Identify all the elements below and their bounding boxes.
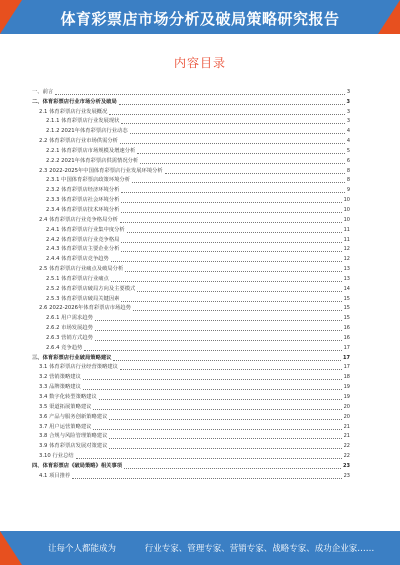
toc-entry-leader — [130, 132, 345, 134]
toc-entry-page: 3 — [346, 88, 350, 95]
toc-entry[interactable] — [32, 87, 350, 97]
toc-entry-leader — [55, 93, 345, 95]
toc-entry[interactable] — [32, 402, 350, 412]
toc-entry-leader — [95, 329, 342, 331]
toc-entry-page: 20 — [343, 413, 350, 420]
header-banner — [0, 0, 400, 34]
footer-banner — [0, 531, 400, 565]
toc-entry[interactable] — [32, 323, 350, 333]
toc-entry-label: 三、体育彩票店行业破局策略建议 — [32, 354, 112, 361]
toc-entry-page: 4 — [346, 128, 350, 135]
toc-entry-page: 12 — [343, 256, 350, 263]
toc-entry[interactable] — [32, 451, 350, 461]
toc-entry-page: 21 — [343, 423, 350, 430]
toc-entry-leader — [76, 457, 342, 459]
footer-slogan-right: 行业专家、管理专家、营销专家、战略专家、成功企业家…… — [144, 544, 375, 554]
toc-entry-page: 10 — [343, 197, 350, 204]
footer-accent-left — [0, 531, 22, 565]
toc-entry-page: 11 — [343, 236, 350, 243]
toc-entry[interactable] — [32, 382, 350, 392]
toc-entry[interactable] — [32, 363, 350, 373]
toc-entry-label: 二、体育彩票店行业市场分析及破局 — [32, 98, 117, 105]
toc-entry-page: 20 — [343, 403, 350, 410]
toc-entry-leader — [120, 221, 342, 223]
toc-entry-leader — [140, 162, 345, 164]
toc-entry[interactable] — [32, 126, 350, 136]
toc-entry-page: 3 — [346, 98, 350, 105]
toc-entry-page: 9 — [346, 187, 350, 194]
toc-entry[interactable] — [32, 185, 350, 195]
toc-entry-page: 6 — [346, 157, 350, 164]
toc-entry-leader — [111, 280, 342, 282]
toc-entry-page: 15 — [343, 295, 350, 302]
toc-entry[interactable] — [32, 353, 350, 363]
toc-entry-label: 3.3 品牌策略建议 — [39, 384, 81, 391]
toc-entry-page: 18 — [343, 374, 350, 381]
toc-entry-label: 四、体育彩票店《破局策略》相关事项 — [32, 462, 123, 469]
footer-slogan — [48, 542, 380, 554]
toc-entry-label: 2.4.2 体育彩票店行业竞争格局 — [46, 236, 120, 243]
toc-entry[interactable] — [32, 471, 350, 481]
toc-entry-leader — [137, 152, 344, 154]
toc-entry-page: 17 — [343, 354, 350, 361]
toc-entry-label: 2.2.2 2021年体育彩票店供需情况分析 — [46, 157, 139, 164]
toc-entry-label: 2.3 2022-2025年中国体育彩票店行业发展环境分析 — [39, 167, 163, 174]
toc-entry-label: 4.1 项目推荐 — [39, 472, 71, 479]
toc-entry-leader — [109, 437, 341, 439]
toc-entry-page: 19 — [343, 394, 350, 400]
toc-entry-label: 2.6.4 竞争趋势 — [46, 344, 83, 351]
toc-entry[interactable] — [32, 156, 350, 166]
toc-entry-leader — [120, 142, 345, 144]
toc-entry-leader — [132, 181, 345, 183]
toc-entry-leader — [124, 467, 341, 469]
toc-entry-label: 2.4.4 体育彩票店竞争趋势 — [46, 256, 109, 263]
toc-entry-leader — [95, 319, 342, 321]
toc-entry[interactable] — [32, 422, 350, 432]
toc-entry-label: 2.1.1 体育彩票店行业发展现状 — [46, 118, 120, 125]
toc-entry-label: 2.3.4 体育彩票店技术环境分析 — [46, 206, 120, 213]
toc-entry-label: 3.10 行业总结 — [39, 453, 74, 460]
toc-entry-label: 3.9 体育彩票店发展对策建议 — [39, 443, 108, 450]
toc-entry-page: 5 — [346, 147, 350, 154]
toc-entry-page: 14 — [343, 285, 350, 292]
toc-entry-leader — [137, 290, 341, 292]
toc-entry[interactable] — [32, 195, 350, 205]
toc-entry-page: 23 — [343, 462, 350, 469]
toc-entry-label: 2.5.3 体育彩票店破局关键因素 — [46, 295, 120, 302]
table-of-contents — [32, 87, 350, 481]
toc-entry[interactable] — [32, 294, 350, 304]
toc-entry[interactable] — [32, 372, 350, 382]
toc-entry-page: 13 — [343, 275, 350, 282]
toc-entry[interactable] — [32, 343, 350, 353]
toc-heading: 内容目录 — [173, 56, 226, 70]
toc-entry-label: 2.3.1 中国体育彩票店政策环境分析 — [46, 177, 131, 184]
toc-entry-label: 2.4.3 体育彩票店主要企业分析 — [46, 246, 120, 253]
toc-entry-label: 2.4.1 体育彩票店行业集中度分析 — [46, 226, 125, 233]
toc-entry[interactable] — [32, 313, 350, 323]
toc-entry-leader — [109, 113, 344, 115]
toc-entry[interactable] — [32, 146, 350, 156]
toc-entry-leader — [119, 103, 345, 105]
toc-entry-page: 13 — [343, 266, 350, 273]
toc-entry[interactable] — [32, 304, 350, 314]
toc-entry-label: 2.2 体育彩票店行业市场供需分析 — [39, 138, 118, 145]
toc-entry-leader — [120, 368, 342, 370]
toc-entry-page: 15 — [343, 315, 350, 322]
toc-entry-page: 8 — [346, 167, 350, 174]
toc-entry[interactable] — [32, 284, 350, 294]
toc-entry-label: 一、前言 — [32, 88, 54, 95]
toc-entry-leader — [121, 211, 341, 213]
toc-entry-page: 16 — [343, 325, 350, 332]
toc-entry-label: 2.2.1 体育彩票店市场规模及增速分析 — [46, 147, 136, 154]
toc-entry-page: 22 — [343, 443, 350, 450]
toc-entry-label: 2.6.1 用户需求趋势 — [46, 315, 93, 322]
toc-entry-page: 12 — [343, 246, 350, 253]
toc-entry-leader — [121, 122, 344, 124]
toc-entry-leader — [93, 428, 341, 430]
toc-entry[interactable] — [32, 412, 350, 422]
toc-entry-leader — [121, 191, 344, 193]
toc-entry-leader — [109, 447, 341, 449]
toc-entry[interactable] — [32, 166, 350, 176]
toc-entry[interactable] — [32, 432, 350, 442]
toc-entry-page: 4 — [346, 138, 350, 145]
toc-entry[interactable] — [32, 117, 350, 127]
footer-slogan-left: 让每个人都能成为 — [48, 544, 117, 554]
toc-entry[interactable] — [32, 254, 350, 264]
toc-entry-label: 3.1 体育彩票店行业经营策略建议 — [39, 364, 118, 371]
toc-entry-leader — [133, 309, 342, 311]
toc-entry-label: 2.5 体育彩票店行业痛点及破局分析 — [39, 266, 124, 273]
report-title: 体育彩票店市场分析及破局策略研究报告 — [60, 10, 340, 28]
toc-entry-page: 21 — [343, 433, 350, 440]
toc-entry-leader — [111, 260, 342, 262]
toc-entry-leader — [83, 388, 342, 390]
toc-entry-leader — [93, 408, 341, 410]
toc-entry-label: 2.5.2 体育彩票店破局方向及主要模式 — [46, 285, 136, 292]
toc-entry-page: 10 — [343, 216, 350, 223]
toc-entry[interactable] — [32, 333, 350, 343]
toc-entry-leader — [121, 300, 341, 302]
toc-entry-leader — [95, 339, 342, 341]
toc-entry-leader — [109, 418, 341, 420]
toc-entry[interactable] — [32, 441, 350, 451]
toc-entry-label: 2.4 体育彩票店行业竞争格局分析 — [39, 216, 118, 223]
toc-entry-page: 19 — [343, 384, 350, 391]
toc-entry-leader — [72, 477, 341, 479]
toc-entry-label: 2.3.2 体育彩票店经济环境分析 — [46, 187, 120, 194]
toc-entry-leader — [121, 241, 341, 243]
toc-entry-leader — [121, 201, 341, 203]
toc-entry-label: 3.8 合规与风险管理策略建议 — [39, 433, 108, 440]
toc-entry-leader — [127, 231, 342, 233]
toc-entry[interactable] — [32, 215, 350, 225]
toc-entry-label: 2.1.2 2021年体育彩票店行业动态 — [46, 128, 128, 135]
toc-entry[interactable] — [32, 245, 350, 255]
toc-entry-page: 23 — [343, 472, 350, 479]
toc-entry-page: 3 — [346, 108, 350, 115]
toc-entry-leader — [84, 349, 341, 351]
toc-entry-label: 2.6.2 市场发展趋势 — [46, 325, 93, 332]
toc-entry[interactable] — [32, 107, 350, 117]
toc-entry-label: 3.5 渠道拓展策略建议 — [39, 403, 92, 410]
toc-entry-leader — [165, 172, 345, 174]
toc-entry[interactable] — [32, 136, 350, 146]
toc-entry-label: 2.6.3 营销方式趋势 — [46, 334, 93, 341]
toc-entry[interactable] — [32, 235, 350, 245]
toc-entry-page: 3 — [346, 118, 350, 125]
toc-entry-page: 10 — [343, 206, 350, 213]
toc-entry-label: 2.6 2022-2026年体育彩票店市场趋势 — [39, 305, 131, 312]
toc-entry-page: 11 — [343, 226, 350, 233]
toc-entry-leader — [125, 270, 341, 272]
toc-entry-label: 2.1 体育彩票店行业发展概况 — [39, 108, 108, 115]
toc-entry[interactable] — [32, 205, 350, 215]
toc-entry[interactable] — [32, 392, 350, 402]
toc-entry-page: 15 — [343, 305, 350, 312]
toc-entry-label: 3.6 产品与服务创新策略建议 — [39, 413, 108, 420]
toc-entry-page: 22 — [343, 453, 350, 460]
toc-entry-leader — [83, 378, 342, 380]
toc-entry-page: 17 — [343, 344, 350, 351]
toc-entry[interactable] — [32, 97, 350, 107]
toc-entry-label: 3.7 用户运营策略建议 — [39, 423, 92, 430]
toc-entry-leader — [99, 398, 342, 400]
toc-entry-leader — [121, 250, 341, 252]
toc-entry[interactable] — [32, 461, 350, 471]
toc-entry[interactable] — [32, 225, 350, 235]
toc-entry-label: 3.4 数字化转型策略建议 — [39, 394, 97, 400]
toc-entry-page: 8 — [346, 177, 350, 184]
toc-entry-page: 16 — [343, 334, 350, 341]
toc-entry-page: 17 — [343, 364, 350, 371]
toc-entry[interactable] — [32, 274, 350, 284]
toc-entry[interactable] — [32, 176, 350, 186]
toc-entry[interactable] — [32, 264, 350, 274]
toc-entry-label: 2.3.3 体育彩票店社会环境分析 — [46, 197, 120, 204]
toc-entry-label: 2.5.1 体育彩票店行业痛点 — [46, 275, 109, 282]
toc-entry-leader — [113, 359, 341, 361]
toc-entry-label: 3.2 营销策略建议 — [39, 374, 81, 381]
